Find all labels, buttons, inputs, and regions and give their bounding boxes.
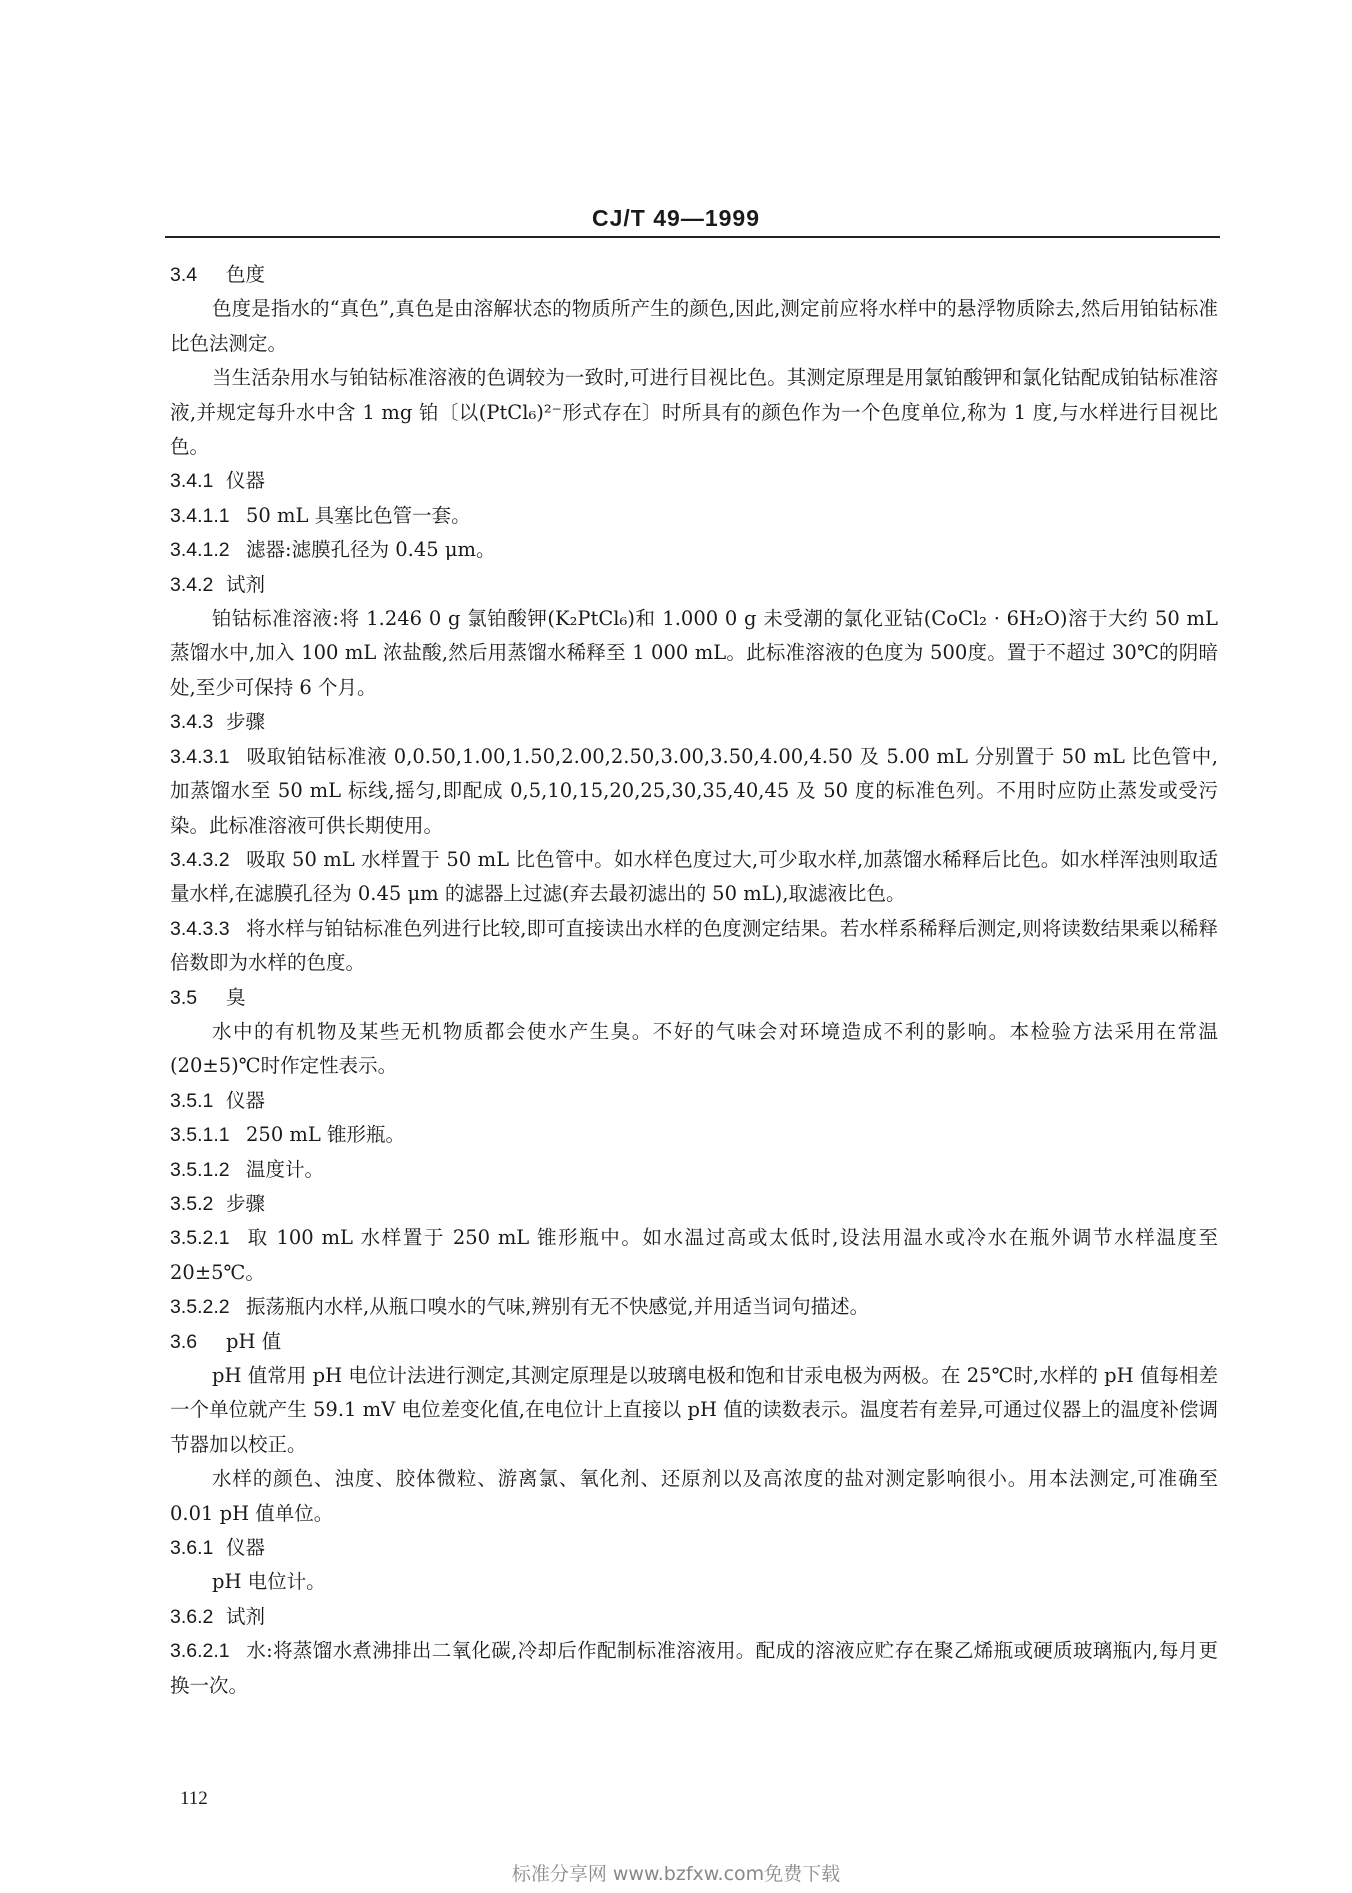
numbered-clause (170, 912, 1218, 981)
section-heading (170, 981, 1218, 1015)
section-number: 3.6.1 (170, 1537, 214, 1560)
section-heading (170, 258, 1218, 292)
section-number: 3.6.2 (170, 1605, 214, 1628)
body-paragraph: 当生活杂用水与铂钴标准溶液的色调较为一致时,可进行目视比色。其测定原理是用氯铂酸钾和氯化钴配成铂钴标准溶液,并规定每升水中含 1 mg 铂〔以(PtCl₆)²⁻形式存在〕时所具有的颜色作为一个色度单位,称为 1 度,与水样进行目视比色。 (170, 366, 1218, 459)
section-number: 3.5.2 (170, 1192, 214, 1215)
body-paragraph: 色度是指水的“真色”,真色是由溶解状态的物质所产生的颜色,因此,测定前应将水样中的悬浮物质除去,然后用铂钴标准比色法测定。 (170, 297, 1218, 355)
section-title: 试剂 (226, 572, 266, 596)
clause-number: 3.6.2.1 (170, 1640, 230, 1663)
numbered-clause (170, 740, 1218, 843)
document-body (170, 258, 1218, 1703)
clause-text: 吸取 50 mL 水样置于 50 mL 比色管中。如水样色度过大,可少取水样,加蒸馏水稀释后比色。如水样浑浊则取适量水样,在滤膜孔径为 0.45 μm 的滤器上过滤(弃去最初滤出的 50 mL),取滤液比色。 (170, 847, 1218, 906)
body-paragraph: pH 值常用 pH 电位计法进行测定,其测定原理是以玻璃电极和饱和甘汞电极为两极。在 25℃时,水样的 pH 值每相差一个单位就产生 59.1 mV 电位差变化值,在电位计上直接以 pH 值的读数表示。温度若有差异,可通过仪器上的温度补偿调节器加以校正。 (170, 1364, 1218, 1456)
clause-number: 3.5.2.2 (170, 1296, 230, 1319)
body-paragraph: 水中的有机物及某些无机物质都会使水产生臭。不好的气味会对环境造成不利的影响。本检验方法采用在常温(20±5)℃时作定性表示。 (170, 1019, 1218, 1078)
section-number: 3.4 (170, 264, 198, 286)
section-heading (170, 1187, 1218, 1221)
section-number: 3.4.3 (170, 711, 214, 734)
clause-text: 取 100 mL 水样置于 250 mL 锥形瓶中。如水温过高或太低时,设法用温水或冷水在瓶外调节水样温度至 20±5℃。 (170, 1226, 1218, 1284)
body-paragraph: 铂钴标准溶液:将 1.246 0 g 氯铂酸钾(K₂PtCl₆)和 1.000 0 g 未受潮的氯化亚钴(CoCl₂ · 6H₂O)溶于大约 50 mL 蒸馏水中,加入 100 mL 浓盐酸,然后用蒸馏水稀释至 1 000 mL。此标准溶液的色度为 500度。置于不超过 30℃的阴暗处,至少可保持 6 个月。 (170, 607, 1218, 699)
section-number: 3.6 (170, 1330, 198, 1353)
body-paragraph: pH 电位计。 (212, 1570, 326, 1594)
site-watermark: 标准分享网 www.bzfxw.com免费下载 (511, 1863, 841, 1885)
numbered-clause (170, 499, 1218, 533)
clause-text: 滤器:滤膜孔径为 0.45 μm。 (246, 538, 496, 562)
section-title: 仪器 (226, 1088, 266, 1112)
numbered-clause (170, 1634, 1218, 1703)
clause-text: 将水样与铂钴标准色列进行比较,即可直接读出水样的色度测定结果。若水样系稀释后测定,则将读数结果乘以稀释倍数即为水样的色度。 (170, 916, 1218, 975)
section-heading (170, 1325, 1218, 1359)
numbered-clause (170, 1290, 1218, 1324)
numbered-clause (170, 1153, 1218, 1187)
page-number: 112 (180, 1788, 208, 1809)
section-title: 仪器 (226, 1536, 266, 1560)
section-number: 3.5 (170, 986, 198, 1009)
section-title: 试剂 (226, 1604, 266, 1628)
clause-text: 250 mL 锥形瓶。 (246, 1123, 406, 1147)
section-heading (170, 1600, 1218, 1634)
section-heading (170, 1531, 1218, 1565)
section-title: 步骤 (226, 1191, 266, 1215)
numbered-clause (170, 1118, 1218, 1152)
standard-code-header: CJ/T 49—1999 (592, 205, 760, 231)
section-title: 仪器 (226, 469, 266, 493)
section-number: 3.4.1 (170, 470, 214, 493)
numbered-clause (170, 1221, 1218, 1290)
clause-number: 3.4.3.1 (170, 745, 230, 768)
clause-number: 3.5.1.2 (170, 1158, 230, 1181)
section-title: pH 值 (226, 1329, 282, 1353)
numbered-clause (170, 533, 1218, 567)
section-title: 步骤 (226, 710, 266, 734)
section-heading (170, 1084, 1218, 1118)
section-number: 3.5.1 (170, 1089, 214, 1112)
section-heading (170, 705, 1218, 739)
body-paragraph: 水样的颜色、浊度、胶体微粒、游离氯、氧化剂、还原剂以及高浓度的盐对测定影响很小。用本法测定,可准确至 0.01 pH 值单位。 (170, 1467, 1218, 1525)
clause-number: 3.5.2.1 (170, 1227, 230, 1250)
section-heading (170, 568, 1218, 602)
clause-text: 吸取铂钴标准液 0,0.50,1.00,1.50,2.00,2.50,3.00,3.50,4.00,4.50 及 5.00 mL 分别置于 50 mL 比色管中,加蒸馏水至 50 mL 标线,摇匀,即配成 0,5,10,15,20,25,30,35,40,45 及 50 度的标准色列。不用时应防止蒸发或受污染。此标准溶液可供长期使用。 (170, 744, 1218, 837)
clause-text: 温度计。 (246, 1157, 325, 1181)
section-heading (170, 464, 1218, 498)
section-title: 色度 (226, 263, 266, 286)
header-rule (165, 236, 1220, 238)
clause-number: 3.4.3.2 (170, 848, 230, 871)
clause-text: 振荡瓶内水样,从瓶口嗅水的气味,辨别有无不快感觉,并用适当词句描述。 (246, 1295, 870, 1319)
clause-number: 3.4.1.2 (170, 539, 230, 562)
clause-number: 3.5.1.1 (170, 1124, 230, 1147)
clause-number: 3.4.1.1 (170, 504, 230, 527)
section-title: 臭 (226, 985, 246, 1009)
numbered-clause (170, 843, 1218, 912)
clause-number: 3.4.3.3 (170, 917, 230, 940)
section-number: 3.4.2 (170, 573, 214, 596)
clause-text: 50 mL 具塞比色管一套。 (246, 503, 471, 527)
clause-text: 水:将蒸馏水煮沸排出二氧化碳,冷却后作配制标准溶液用。配成的溶液应贮存在聚乙烯瓶或硬质玻璃瓶内,每月更换一次。 (170, 1639, 1218, 1697)
